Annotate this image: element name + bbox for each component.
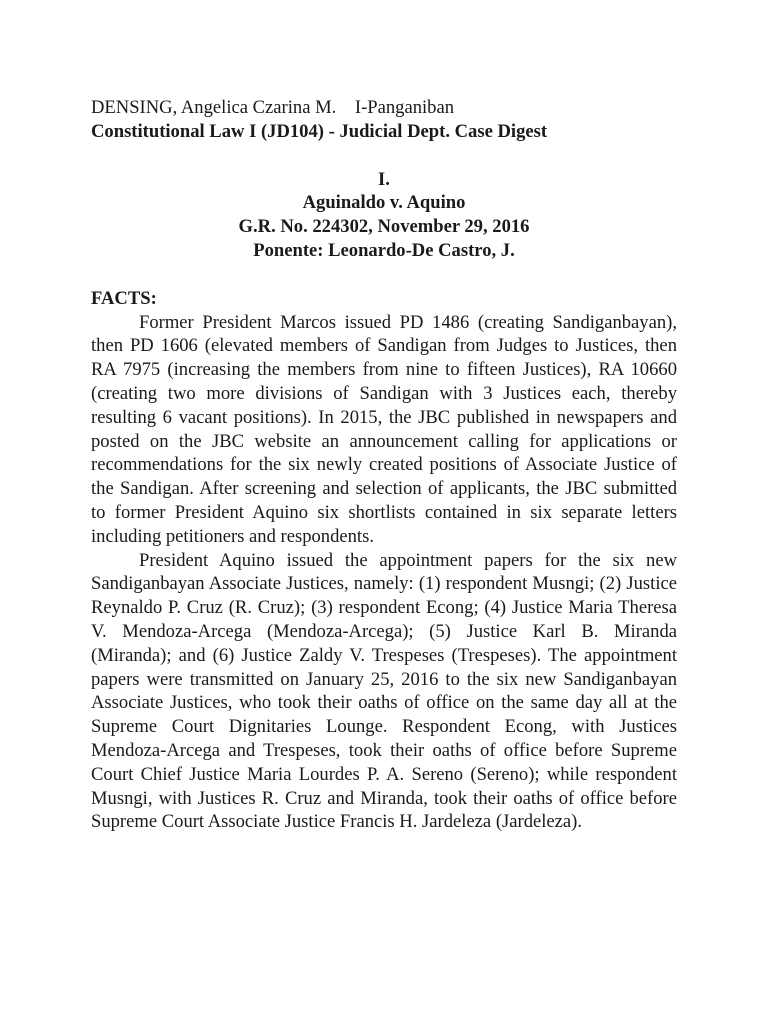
case-heading-block: [91, 168, 677, 263]
facts-heading: FACTS:: [91, 287, 157, 309]
document-page: [91, 96, 677, 834]
facts-paragraph-2: President Aquino issued the appointment papers for the six new Sandiganbayan Associate Justices, namely: (1) respondent Musngi; (2) Justice Reynaldo P. Cruz (R. Cruz); (3) respondent Econg; (4) Justice Maria Theresa V. Mendoza-Arcega (Mendoza-Arcega); (5) Justice Karl B. Miranda (Miranda); and (6) Justice Zaldy V. Trespeses (Trespeses). The appointment papers were transmitted on January 25, 2016 to the six new Sandiganbayan Associate Justices, who took their oaths of office on the same day all at the Supreme Court Dignitaries Lounge. Respondent Econg, with Justices Mendoza-Arcega and Trespeses, took their oaths of office before Supreme Court Chief Justice Maria Lourdes P. A. Sereno (Sereno); while respondent Musngi, with Justices R. Cruz and Miranda, took their oaths of office before Supreme Court Associate Justice Francis H. Jardeleza (Jardeleza).: [91, 549, 677, 833]
author-line: DENSING, Angelica Czarina M. I-Panganiban: [91, 97, 455, 118]
case-citation: G.R. No. 224302, November 29, 2016: [238, 216, 530, 238]
case-ponente: Ponente: Leonardo-De Castro, J.: [253, 239, 515, 261]
case-title: Aguinaldo v. Aquino: [302, 192, 466, 214]
facts-paragraph-1: Former President Marcos issued PD 1486 (creating Sandiganbayan), then PD 1606 (elevated members of Sandigan from Judges to Justices, then RA 7975 (increasing the members from nine to fifteen Justices), RA 10660 (creating two more divisions of Sandigan with 3 Justices each, thereby resulting 6 vacant positions). In 2015, the JBC published in newspapers and posted on the JBC website an announcement calling for applications or recommendations for the six newly created positions of Associate Justice of the Sandigan. After screening and selection of applicants, the JBC submitted to former President Aquino six shortlists contained in six separate letters including petitioners and respondents.: [91, 311, 677, 547]
case-number: I.: [378, 168, 390, 190]
course-line: Constitutional Law I (JD104) - Judicial Dept. Case Digest: [91, 120, 548, 142]
